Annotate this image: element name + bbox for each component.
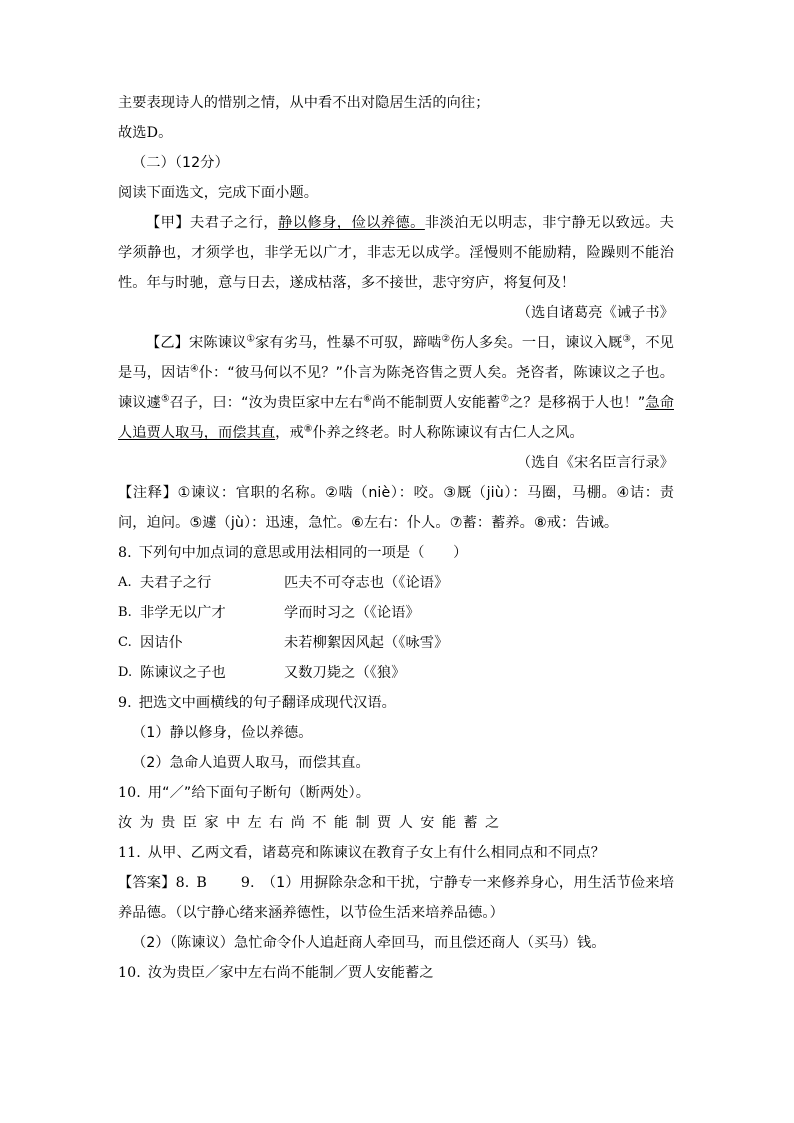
- note-ref-7: ⑦: [500, 393, 510, 405]
- question-9-sub-1: （1）静以修身，俭以养德。: [132, 725, 313, 741]
- passage-yi-marker: 【乙】: [146, 335, 190, 351]
- notes-marker: 【注释】: [118, 485, 178, 501]
- option-c-label: C.: [118, 635, 132, 650]
- option-a-right: 匹夫不可夺志也（《论语》: [284, 575, 449, 591]
- passage-yi-seg4: ，不见是马，因诘: [118, 335, 674, 381]
- note-ref-5: ⑤: [160, 393, 170, 405]
- passage-jia: [118, 208, 674, 298]
- question-11-number: 11.: [118, 845, 141, 861]
- question-8-stem: [118, 538, 674, 568]
- answer-8-value: B: [196, 875, 207, 891]
- note-ref-4: ④: [189, 363, 199, 375]
- note-ref-8: ⑧: [303, 423, 313, 435]
- answer-block: [118, 868, 674, 928]
- passage-yi-seg9: ，戒: [275, 425, 304, 441]
- passage-yi-seg1: 宋陈谏议: [189, 335, 247, 351]
- question-9-sub-2: （2）急命人追贾人取马，而偿其直。: [132, 755, 370, 771]
- passage-yi-seg6: 召子，曰：“汝为贵臣家中左右: [169, 395, 364, 411]
- option-b-left: 非学无以广才: [140, 605, 226, 621]
- option-row-a[interactable]: [118, 568, 674, 598]
- question-10-text: 用“／”给下面句子断句（断两处）。: [147, 785, 370, 801]
- passage-jia-pre: 夫君子之行，: [190, 215, 279, 231]
- option-a-left: 夫君子之行: [140, 575, 212, 591]
- note-ref-3: ③: [622, 333, 631, 345]
- note-ref-6: ⑥: [363, 393, 372, 405]
- question-10-stem: [118, 778, 674, 808]
- passage-yi-seg2: 家有劣马，性暴不可驭，蹄啮: [255, 335, 442, 351]
- option-row-b[interactable]: [118, 598, 674, 628]
- intro-line-1: 主要表现诗人的惜别之情，从中看不出对隐居生活的向往；: [118, 95, 490, 111]
- question-8-text: 下列句中加点词的意思或用法相同的一项是（ ）: [138, 545, 468, 561]
- answer-marker: 【答案】: [118, 875, 176, 891]
- question-11-text: 从甲、乙两文看，诸葛亮和陈谏议在教育子女上有什么相同点和不同点？: [147, 845, 606, 861]
- answer-10-number: 10.: [118, 965, 141, 981]
- option-b-label: B.: [118, 605, 132, 620]
- passage-jia-marker: 【甲】: [146, 215, 191, 231]
- option-b-right: 学而时习之（《论语》: [284, 605, 420, 621]
- answer-9-sub-2: （2）（陈谏议）急忙命令仆人追赶商人牵回马，而且偿还商人（买马）钱。: [132, 935, 606, 951]
- option-row-c[interactable]: [118, 628, 674, 658]
- option-a-label: A.: [118, 575, 132, 590]
- answer-9-number: 9.: [240, 875, 255, 891]
- note-ref-1: ①: [246, 333, 256, 345]
- passage-jia-post: 非淡泊无以明志，非宁静无以致远。夫学须静也，才须学也，非学无以广才，非志无以成学。淫慢则不能励精，险躁则不能治性。年与时驰，意与日去，遂成枯落，多不接世，悲守穷庐，将复何及！: [118, 215, 674, 291]
- passage-yi-seg8: 之？是移祸于人也！”: [509, 395, 646, 411]
- question-11-stem: [118, 838, 674, 868]
- answer-8-number: 8.: [175, 875, 190, 891]
- passage-yi: [118, 328, 674, 448]
- option-d-right: 又数刀毙之（《狼》: [284, 665, 406, 681]
- notes-block: [118, 478, 674, 538]
- passage-yi-citation: （选自《宋名臣言行录》: [516, 455, 674, 471]
- option-d-left: 陈谏议之子也: [140, 665, 226, 681]
- reading-instruction: 阅读下面选文，完成下面小题。: [118, 185, 319, 201]
- section-heading: （二）（12分）: [132, 155, 229, 171]
- intro-line-2: [118, 118, 674, 148]
- answer-10: [118, 958, 674, 988]
- document-page: [118, 88, 674, 988]
- answer-10-value: 汝为贵臣／家中左右尚不能制／贾人安能蓄之: [147, 965, 434, 981]
- intro-line2-pre: 故选: [118, 125, 147, 141]
- passage-yi-seg7: 尚不能制贾人安能蓄: [371, 395, 501, 411]
- question-9-number: 9.: [118, 695, 132, 711]
- notes-text: ①谏议：官职的名称。②啮（niè）：咬。③厩（jiù）：马圈，马棚。④诘：责问，迫问。⑤遽（jù）：迅速，急忙。⑥左右：仆人。⑦蓄：蓄养。⑧戒：告诫。: [118, 485, 674, 531]
- passage-jia-underlined: 静以修身，俭以养德。: [278, 215, 425, 231]
- option-row-d[interactable]: [118, 658, 674, 688]
- question-10-number: 10.: [118, 785, 141, 801]
- note-ref-2: ②: [441, 333, 451, 345]
- option-d-label: D.: [118, 665, 133, 680]
- option-c-left: 因诘仆: [140, 635, 183, 651]
- passage-yi-seg3: 伤人多矣。一日，谏议入厩: [450, 335, 623, 351]
- intro-line2-letter: D: [146, 125, 159, 141]
- passage-yi-underlined: 急命人追贾人取马，而偿其直: [118, 395, 674, 441]
- question-10-sentence: 汝为贵臣家中左右尚不能制贾人安能蓄之: [118, 815, 507, 831]
- passage-yi-seg5: 仆：“彼马何以不见？”仆言为陈尧咨售之贾人矣。尧咨者，陈谏议之子也。谏议遽: [118, 365, 674, 411]
- question-9-text: 把选文中画横线的句子翻译成现代汉语。: [138, 695, 396, 711]
- passage-jia-citation: （选自诸葛亮《诫子书》: [516, 305, 674, 321]
- intro-line2-post: 。: [158, 125, 173, 141]
- option-c-right: 未若柳絮因风起（《咏雪》: [284, 635, 449, 651]
- passage-yi-seg10: 仆养之终老。时人称陈谏议有古仁人之风。: [312, 425, 584, 441]
- answer-9-sub-1: （1）用摒除杂念和干扰，宁静专一来修养身心，用生活节俭来培养品德。（以宁静心绪来涵养德性，以节俭生活来培养品德。）: [118, 875, 674, 921]
- question-9-stem: [118, 688, 674, 718]
- question-8-number: 8.: [118, 545, 132, 561]
